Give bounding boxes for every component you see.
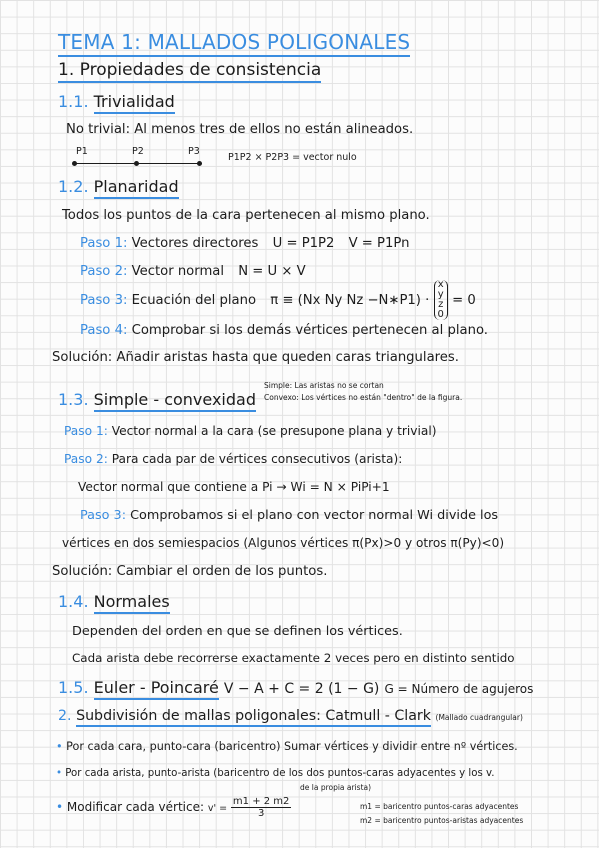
- m2-definition: m2 = baricentro puntos-aristas adyacentes: [360, 816, 524, 825]
- section-1-2-heading: 1.2. Planaridad: [58, 177, 179, 199]
- point-label-p3: P3: [188, 146, 200, 157]
- vertex-formula-fraction: $\frac{m1 + 2 m2}{3}$: [232, 796, 290, 819]
- convexidad-step-3-line2: vértices en dos semiespacios (Algunos vértices π(Px)>0 y otros π(Py)<0): [62, 536, 505, 550]
- trivialidad-text: No trivial: Al menos tres de ellos no están alineados.: [66, 122, 414, 137]
- normales-line-1: Dependen del orden en que se definen los vértices.: [72, 624, 403, 639]
- planaridad-step-2: Paso 2: Vector normal N = U × V: [80, 264, 306, 279]
- planaridad-step-4: Paso 4: Comprobar si los demás vértices pertenecen al plano.: [80, 323, 488, 338]
- point-dot-p3: [197, 161, 202, 166]
- section-1-5-heading: 1.5. Euler - Poincaré V − A + C = 2 (1 − G) G = Número de agujeros: [58, 678, 533, 700]
- convexidad-step-1: Paso 1: Vector normal a la cara (se presupone plana y trivial): [64, 424, 437, 438]
- m1-definition: m1 = baricentro puntos-caras adyacentes: [360, 802, 519, 811]
- bullet-edge-point: • Por cada arista, punto-arista (baricentro de los dos puntos-caras adyacentes y los v.: [56, 768, 495, 779]
- point-dot-p1: [72, 161, 77, 166]
- trivial-formula: P1P2 × P2P3 = vector nulo: [228, 152, 357, 163]
- point-label-p1: P1: [76, 146, 88, 157]
- genus-definition: G = Número de agujeros: [384, 682, 534, 696]
- section-1-heading: 1. Propiedades de consistencia: [58, 60, 321, 83]
- section-2-note: (Mallado cuadrangular): [435, 713, 523, 722]
- bullet-edge-point-line2: de la propia arista): [300, 783, 372, 792]
- bullet-vertex-update: • Modificar cada vértice: v' = $\frac{m1 + 2 m2}{3}$: [56, 796, 290, 819]
- normales-line-2: Cada arista debe recorrerse exactamente 2 veces pero en distinto sentido: [72, 651, 515, 665]
- point-label-p2: P2: [132, 146, 144, 157]
- simple-definition: Simple: Las aristas no se cortan: [264, 381, 384, 390]
- section-1-1-heading: 1.1. Trivialidad: [58, 92, 175, 114]
- section-1-3-heading: 1.3. Simple - convexidad: [58, 390, 256, 412]
- convexidad-step-3: Paso 3: Comprobamos si el plano con vector normal Wi divide los: [80, 508, 499, 523]
- planaridad-step-1: Paso 1: Vectores directores U = P1P2 V = P1Pn: [80, 236, 410, 251]
- bullet-face-point: • Por cada cara, punto-cara (baricentro) Sumar vértices y dividir entre nº vértices.: [56, 740, 518, 753]
- xyz0-column-vector: x y z 0: [434, 280, 448, 320]
- section-2-heading: 2. Subdivisión de mallas poligonales: Catmull - Clark (Mallado cuadrangular): [58, 708, 523, 727]
- convex-definition: Convexo: Los vértices no están "dentro" de la figura.: [264, 393, 463, 402]
- point-dot-p2: [134, 161, 139, 166]
- planaridad-intro: Todos los puntos de la cara pertenecen al mismo plano.: [62, 208, 430, 223]
- section-1-4-heading: 1.4. Normales: [58, 592, 170, 614]
- euler-formula: V − A + C = 2 (1 − G): [223, 681, 380, 697]
- planaridad-solution: Solución: Añadir aristas hasta que queden caras triangulares.: [52, 350, 459, 365]
- convexidad-step-2-formula: Vector normal que contiene a Pi → Wi = N × PiPi+1: [78, 480, 390, 494]
- convexidad-solution: Solución: Cambiar el orden de los puntos.: [52, 564, 328, 579]
- page-title: TEMA 1: MALLADOS POLIGONALES: [58, 30, 410, 57]
- convexidad-step-2: Paso 2: Para cada par de vértices consecutivos (arista):: [64, 452, 403, 466]
- planaridad-step-3: Paso 3: Ecuación del plano π ≡ (Nx Ny Nz −N∗P1) · x y z 0 = 0: [80, 279, 476, 320]
